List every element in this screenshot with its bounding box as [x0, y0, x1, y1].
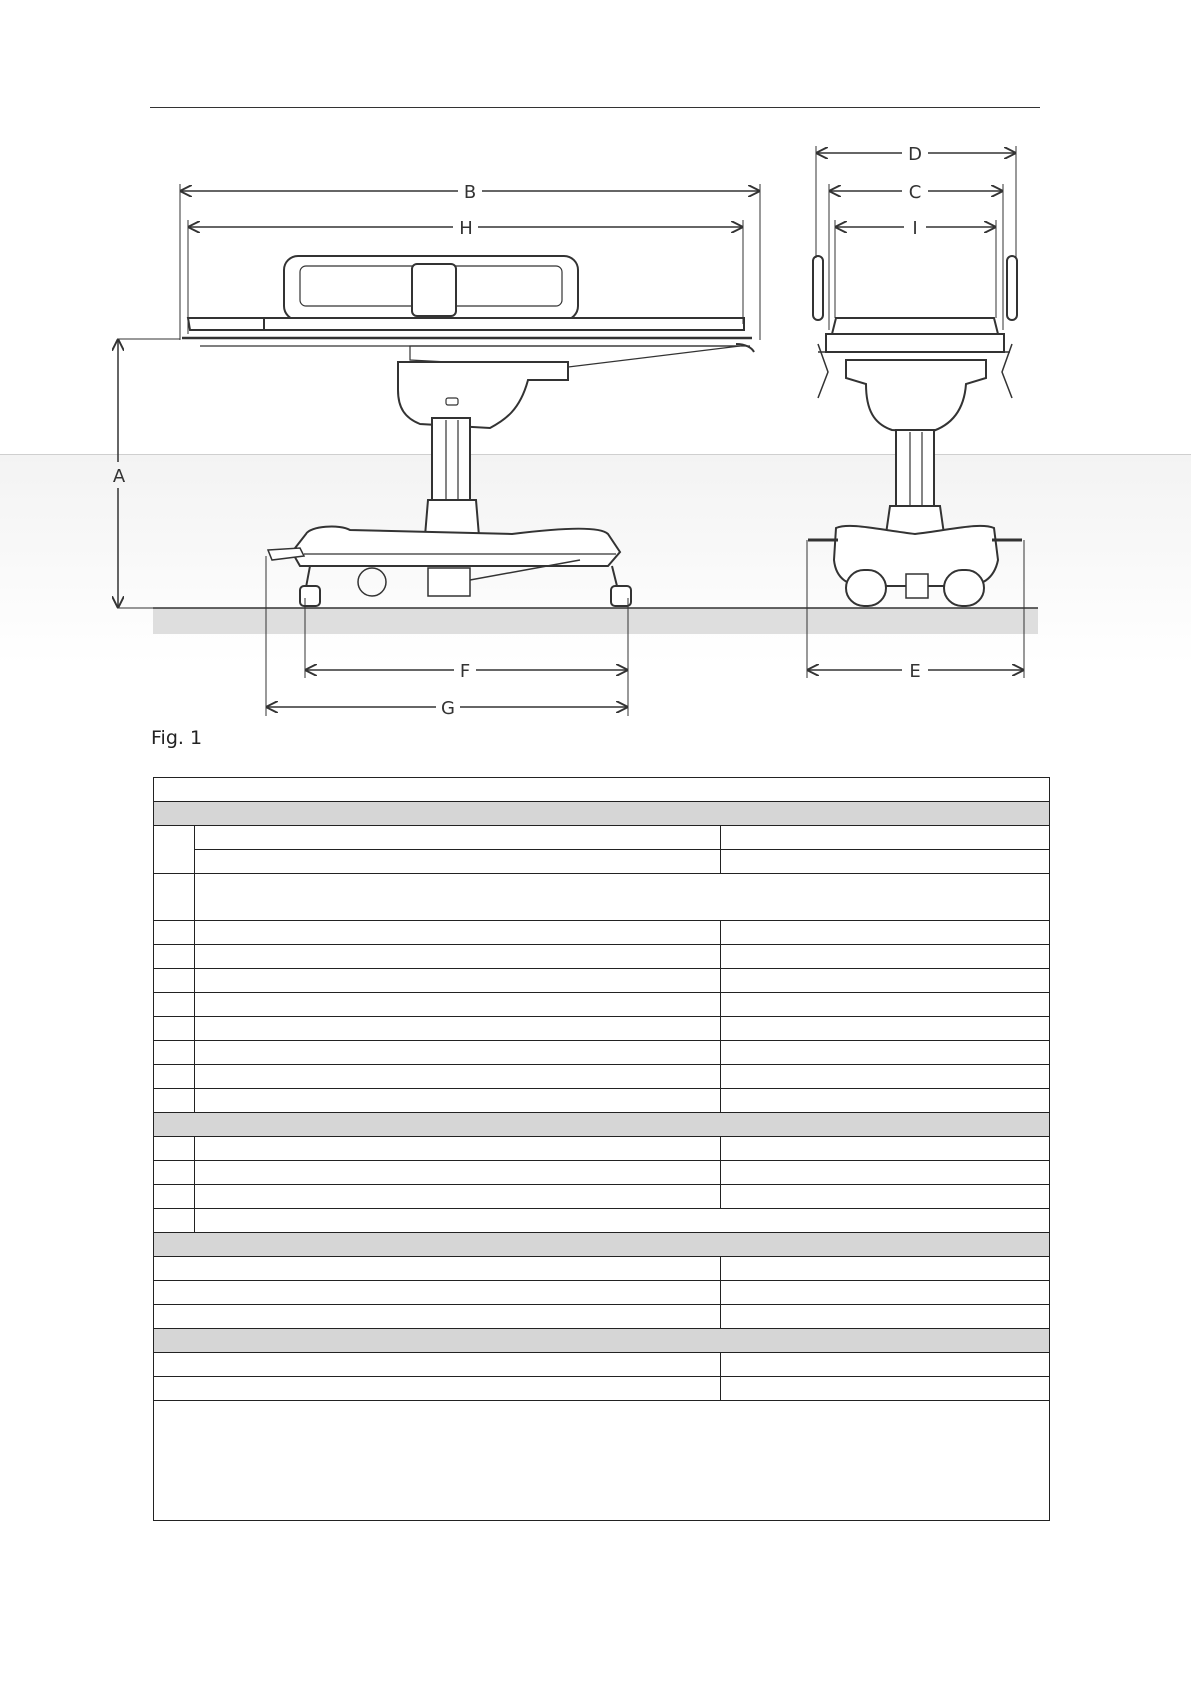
table-row — [154, 993, 1050, 1017]
table-row — [154, 826, 1050, 850]
table-row — [154, 1089, 1050, 1113]
dimension-drawing — [0, 0, 1191, 760]
table-row — [154, 1041, 1050, 1065]
table-row — [154, 1257, 1050, 1281]
table-row — [154, 1065, 1050, 1089]
table-row — [154, 1137, 1050, 1161]
table-row — [154, 1353, 1050, 1377]
specification-table — [153, 777, 1050, 1521]
table-row — [154, 874, 1050, 921]
dim-label-g: G — [441, 698, 455, 719]
table-title-row — [154, 778, 1050, 802]
table-row — [154, 1017, 1050, 1041]
dim-label-f: F — [459, 661, 471, 682]
table-row — [154, 1161, 1050, 1185]
table-row — [154, 1281, 1050, 1305]
dim-label-b: B — [463, 182, 477, 203]
dim-label-d: D — [908, 144, 922, 165]
side-view-stretcher — [182, 256, 754, 606]
end-view-stretcher — [808, 256, 1022, 606]
floor-strip — [153, 608, 1038, 634]
table-section-row — [154, 1233, 1050, 1257]
table-row — [154, 1377, 1050, 1401]
table-row — [154, 969, 1050, 993]
figure-caption: Fig. 1 — [151, 727, 203, 749]
table-row — [154, 1305, 1050, 1329]
table-row — [154, 945, 1050, 969]
table-row — [154, 1209, 1050, 1233]
table-row — [154, 850, 1050, 874]
dim-label-e: E — [909, 661, 921, 682]
dim-label-h: H — [459, 218, 473, 239]
dim-label-a: A — [112, 466, 126, 487]
table-row — [154, 921, 1050, 945]
table-section-row — [154, 802, 1050, 826]
dim-label-c: C — [908, 182, 922, 203]
table-row — [154, 1185, 1050, 1209]
table-notes-row — [154, 1401, 1050, 1521]
table-section-row — [154, 1329, 1050, 1353]
table-section-row — [154, 1113, 1050, 1137]
dim-label-i: I — [912, 218, 918, 239]
